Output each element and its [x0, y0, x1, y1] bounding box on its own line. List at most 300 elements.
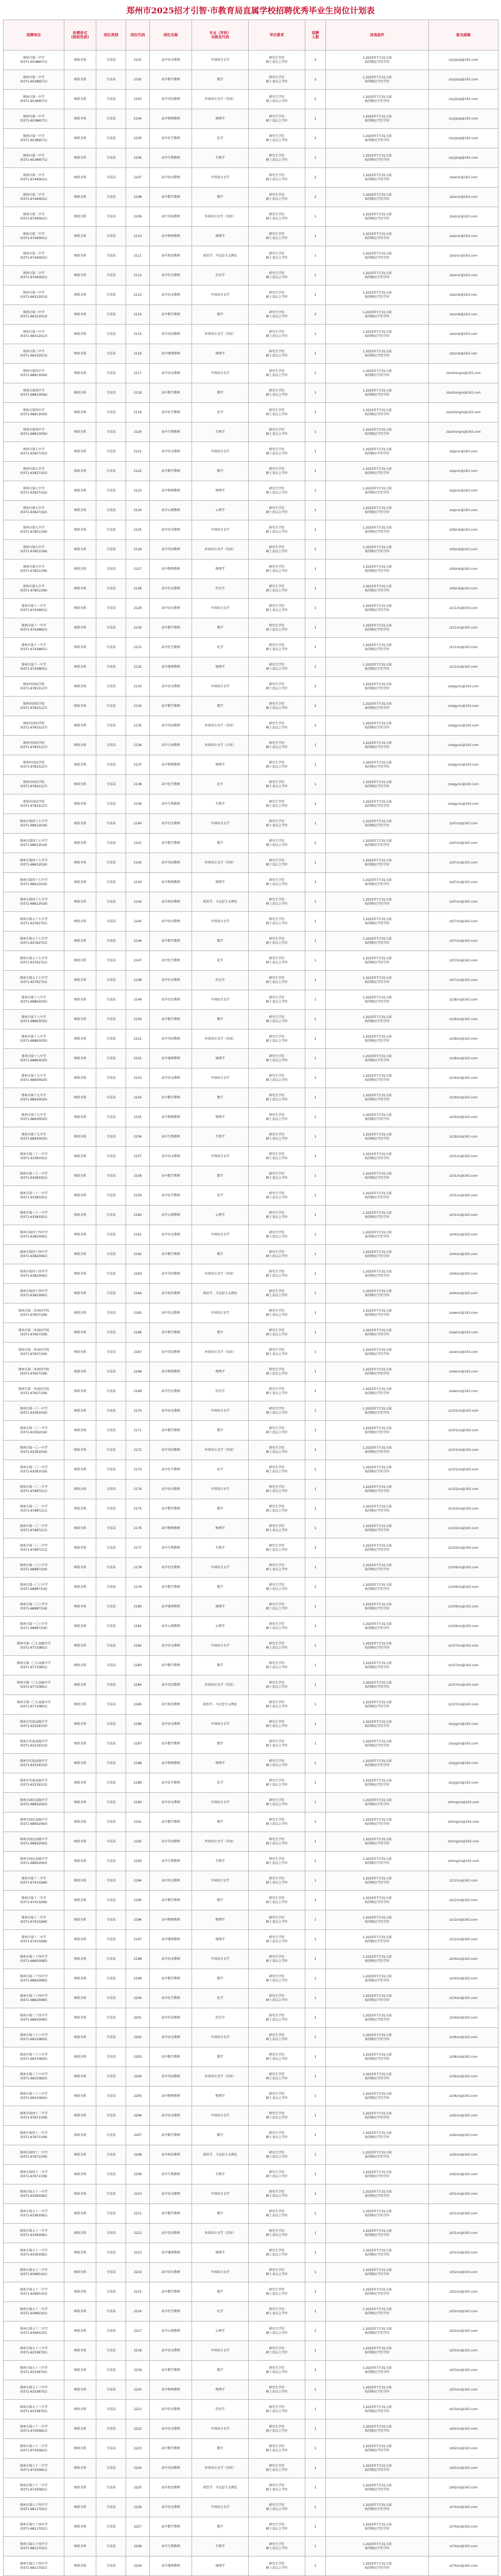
cell-email[interactable]: zzsizhongrs@163.com — [429, 383, 498, 403]
header-education: 学历要求 — [249, 20, 305, 50]
cell-email[interactable]: zz101zrs@163.com — [429, 1401, 498, 1421]
cell-education: 研究生学历 硕士及以上学位 — [249, 1303, 305, 1323]
table-row — [4, 2498, 498, 2517]
cell-email[interactable]: zzewrsc@163.com — [429, 1323, 498, 1343]
table-row — [4, 2478, 498, 2498]
cell-post-type: 专技岗 — [96, 305, 126, 325]
cell-post-type: 专技岗 — [96, 50, 126, 70]
cell-email[interactable]: zzwgyrsc@163.com — [429, 755, 498, 775]
cell-email[interactable]: zz19zrs@163.com — [429, 1108, 498, 1127]
cell-email[interactable]: zz42zrs@163.com — [429, 2126, 498, 2145]
cell-major: 物理学 — [192, 2380, 249, 2400]
cell-email[interactable]: zz62zrs@163.com — [429, 2478, 498, 2498]
cell-email[interactable]: zz18zrs@163.com — [429, 1010, 498, 1029]
cell-unit: 郑州市第四十七中学 (0371-68612016) — [4, 853, 64, 873]
cell-funding: 财政全供 — [64, 2087, 96, 2106]
cell-other-conditions: 1.2025年7月31日前 取得相应学历学位 — [326, 2537, 429, 2556]
cell-email[interactable]: zzwgyrsc@163.com — [429, 775, 498, 794]
cell-funding: 财政全供 — [64, 1029, 96, 1049]
cell-major: 外国语言文学（英语） — [192, 1264, 249, 1284]
cell-email[interactable]: zz107zrs@163.com — [429, 1636, 498, 1656]
cell-post-code: 2151 — [126, 1029, 150, 1049]
table-row — [4, 1206, 498, 1225]
cell-major: 数学 — [192, 2204, 249, 2224]
cell-email[interactable]: zz102zrs@163.com — [429, 1519, 498, 1538]
cell-major: 外国语言文学（英语） — [192, 853, 249, 873]
cell-email[interactable]: zz52zrs@163.com — [429, 2321, 498, 2341]
cell-email[interactable]: zz52zrs@163.com — [429, 2302, 498, 2321]
cell-email[interactable]: zzyzjszp@163.com — [429, 129, 498, 148]
cell-post-type: 专技岗 — [96, 501, 126, 520]
cell-funding: 财政全供 — [64, 442, 96, 462]
cell-headcount: 1 — [305, 2321, 326, 2341]
table-row — [4, 1166, 498, 1186]
cell-unit: 郑州市第一中学 (0371-65386571) — [4, 70, 64, 90]
cell-education: 研究生学历 硕士及以上学位 — [249, 971, 305, 990]
cell-headcount: 1 — [305, 501, 326, 520]
cell-email[interactable]: zz36zrs@163.com — [429, 2087, 498, 2106]
cell-email[interactable]: zz36zrs@163.com — [429, 2067, 498, 2087]
cell-headcount: 1 — [305, 794, 326, 814]
cell-other-conditions: 1.2025年7月31日前 取得相应学历学位 — [326, 657, 429, 677]
table-row — [4, 2459, 498, 2478]
cell-major: 历史学 — [192, 266, 249, 285]
cell-unit: 郑州市第四十二中学 (0371-67671109) — [4, 2165, 64, 2184]
cell-email[interactable]: zzsygzrs@163.com — [429, 1754, 498, 1773]
cell-post-code: 2197 — [126, 1930, 150, 1950]
cell-post-name: 高中语文教师 — [150, 1069, 192, 1088]
cell-other-conditions: 1.2025年7月31日前 取得相应学历学位 — [326, 2243, 429, 2263]
cell-email[interactable]: zzyzjszp@163.com — [429, 50, 498, 70]
cell-education: 研究生学历 硕士及以上学位 — [249, 1950, 305, 1969]
table-row — [4, 129, 498, 148]
cell-email[interactable]: zzsizhongrs@163.com — [429, 364, 498, 383]
cell-email[interactable]: zzqzrsc@163.com — [429, 501, 498, 520]
table-row — [4, 951, 498, 971]
cell-email[interactable]: zzsizhongrs@163.com — [429, 422, 498, 442]
cell-email[interactable]: zz101zrs@163.com — [429, 1421, 498, 1440]
cell-email[interactable]: zz19zrs@163.com — [429, 1069, 498, 1088]
cell-email[interactable]: zz19zrs@163.com — [429, 1127, 498, 1147]
table-row — [4, 2282, 498, 2302]
cell-email[interactable]: zz9zrsk@163.com — [429, 560, 498, 579]
cell-funding: 财政全供 — [64, 1225, 96, 1245]
cell-email[interactable]: zz12zrs@163.com — [429, 1910, 498, 1930]
cell-post-code: 2204 — [126, 2067, 150, 2087]
cell-email[interactable]: zzsygzrs@163.com — [429, 1715, 498, 1734]
cell-email[interactable]: zz52zrs@163.com — [429, 2282, 498, 2302]
cell-email[interactable]: zzhmgzrs@163.com — [429, 1793, 498, 1812]
cell-education: 研究生学历 硕士及以上学位 — [249, 2008, 305, 2028]
cell-major: 心理学 — [192, 1617, 249, 1636]
cell-email[interactable]: zz74zrs@163.com — [429, 2498, 498, 2517]
cell-post-name: 高中英语教师 — [150, 1343, 192, 1362]
cell-email[interactable]: zz47zrs@163.com — [429, 834, 498, 853]
cell-education: 研究生学历 硕士及以上学位 — [249, 794, 305, 814]
cell-email[interactable]: zz34zrs@163.com — [429, 1969, 498, 1989]
cell-post-type: 专技岗 — [96, 775, 126, 794]
cell-email[interactable]: zz102zrs@163.com — [429, 1538, 498, 1558]
table-row — [4, 1049, 498, 1069]
cell-other-conditions: 1.2025年7月31日前 取得相应学历学位 — [326, 1460, 429, 1480]
cell-post-code: 2145 — [126, 912, 150, 931]
cell-email[interactable]: zzezrsc@163.com — [429, 188, 498, 207]
cell-other-conditions: 1.2025年7月31日前 取得相应学历学位 — [326, 1440, 429, 1460]
cell-major: 中国语言文学 — [192, 1793, 249, 1812]
cell-email[interactable]: zzwgyrsc@163.com — [429, 716, 498, 736]
cell-email[interactable]: zz31zrs@163.com — [429, 1147, 498, 1166]
cell-email[interactable]: zz11zrs@163.com — [429, 638, 498, 657]
cell-email[interactable]: zz101zrs@163.com — [429, 1460, 498, 1480]
cell-email[interactable]: zz57zrs@163.com — [429, 912, 498, 931]
cell-email[interactable]: zzezrsc@163.com — [429, 246, 498, 266]
cell-email[interactable]: zz47zrs@163.com — [429, 892, 498, 912]
cell-post-name: 高中语文教师 — [150, 2184, 192, 2204]
cell-headcount: 1 — [305, 1264, 326, 1284]
cell-email[interactable]: zz18zrs@163.com — [429, 1029, 498, 1049]
cell-funding: 财政全供 — [64, 2321, 96, 2341]
cell-email[interactable]: zzwgyrsc@163.com — [429, 677, 498, 697]
table-row — [4, 560, 498, 579]
cell-major: 中国语言文学 — [192, 1069, 249, 1088]
cell-email[interactable]: zzezrsc@163.com — [429, 168, 498, 188]
table-row — [4, 1969, 498, 1989]
cell-other-conditions: 1.2025年7月31日前 取得相应学历学位 — [326, 2087, 429, 2106]
cell-post-code: 2140 — [126, 814, 150, 834]
table-row — [4, 1675, 498, 1695]
cell-education: 研究生学历 硕士及以上学位 — [249, 1832, 305, 1852]
cell-education: 研究生学历 硕士及以上学位 — [249, 325, 305, 344]
cell-major: 中国语言文学 — [192, 990, 249, 1010]
cell-education: 研究生学历 硕士及以上学位 — [249, 2302, 305, 2321]
cell-email[interactable]: zzewrsc@163.com — [429, 1303, 498, 1323]
cell-email[interactable]: zz42zrs@163.com — [429, 2145, 498, 2165]
cell-email[interactable]: zz18zrs@163.com — [429, 990, 498, 1010]
cell-email[interactable]: zzszrsk@163.com — [429, 305, 498, 325]
cell-education: 研究生学历 硕士及以上学位 — [249, 1127, 305, 1147]
cell-email[interactable]: zz9zrsk@163.com — [429, 540, 498, 560]
cell-post-name: 高中数学教师 — [150, 1734, 192, 1754]
cell-email[interactable]: zzwgyrsc@163.com — [429, 736, 498, 755]
cell-email[interactable]: zz57zrs@163.com — [429, 931, 498, 951]
cell-funding: 财政全供 — [64, 1440, 96, 1460]
cell-email[interactable]: zzwgyrsc@163.com — [429, 794, 498, 814]
cell-post-type: 专技岗 — [96, 1206, 126, 1225]
cell-unit: 郑州市第三十一中学 (0371-63383351) — [4, 1147, 64, 1166]
cell-post-name: 高中物理教师 — [150, 109, 192, 129]
cell-post-code: 2190 — [126, 1793, 150, 1812]
cell-headcount: 1 — [305, 1049, 326, 1069]
cell-post-name: 高中物理教师 — [150, 2380, 192, 2400]
cell-email[interactable]: zz34zrs@163.com — [429, 1950, 498, 1969]
cell-email[interactable]: zz34zrs@163.com — [429, 1989, 498, 2008]
cell-headcount: 1 — [305, 1343, 326, 1362]
cell-email[interactable]: zzyzjszp@163.com — [429, 70, 498, 90]
cell-post-code: 2202 — [126, 2028, 150, 2047]
cell-post-type: 专技岗 — [96, 1538, 126, 1558]
cell-email[interactable]: zzezrsc@163.com — [429, 207, 498, 227]
cell-education: 研究生学历 硕士及以上学位 — [249, 2478, 305, 2498]
cell-email[interactable]: zz101zrs@163.com — [429, 1440, 498, 1460]
cell-headcount: 1 — [305, 2184, 326, 2204]
cell-unit: 郑州市第十二中学 (0371-67413266) — [4, 1930, 64, 1950]
cell-email[interactable]: zz31zrs@163.com — [429, 1166, 498, 1186]
cell-major: 生物学 — [192, 148, 249, 168]
cell-email[interactable]: zz18zrs@163.com — [429, 1049, 498, 1069]
cell-unit: 郑州市第一〇二中学 (0371-67987211) — [4, 1480, 64, 1499]
cell-email[interactable]: zz44zrs@163.com — [429, 1284, 498, 1303]
cell-email[interactable]: zz31zrs@163.com — [429, 1206, 498, 1225]
cell-other-conditions: 1.2025年7月31日前 取得相应学历学位 — [326, 1891, 429, 1910]
cell-email[interactable]: zzezrsc@163.com — [429, 227, 498, 246]
cell-unit: 郑州市实验高级中学 (0371-63319153) — [4, 1734, 64, 1754]
cell-education: 研究生学历 硕士及以上学位 — [249, 1812, 305, 1832]
cell-email[interactable]: zzyzjszp@163.com — [429, 90, 498, 109]
cell-email[interactable]: zz57zrs@163.com — [429, 971, 498, 990]
cell-email[interactable]: zz57zrs@163.com — [429, 951, 498, 971]
cell-other-conditions: 1.2025年7月31日前 取得相应学历学位 — [326, 1695, 429, 1715]
cell-education: 研究生学历 硕士及以上学位 — [249, 266, 305, 285]
cell-unit: 郑州市第四十七中学 (0371-68612016) — [4, 892, 64, 912]
cell-email[interactable]: zzyzjszp@163.com — [429, 148, 498, 168]
cell-headcount: 1 — [305, 1382, 326, 1401]
cell-email[interactable]: zzsizhongrs@163.com — [429, 403, 498, 422]
cell-email[interactable]: zz36zrs@163.com — [429, 2028, 498, 2047]
cell-other-conditions: 1.2025年7月31日前 取得相应学历学位 — [326, 1558, 429, 1578]
cell-email[interactable]: zz47zrs@163.com — [429, 873, 498, 892]
cell-funding: 财政全供 — [64, 50, 96, 70]
cell-email[interactable]: zz74zrs@163.com — [429, 2556, 498, 2576]
cell-headcount: 1 — [305, 1245, 326, 1264]
cell-email[interactable]: zz11zrs@163.com — [429, 657, 498, 677]
cell-email[interactable]: zzezrsc@163.com — [429, 266, 498, 285]
cell-email[interactable]: zz74zrs@163.com — [429, 2517, 498, 2537]
cell-headcount: 1 — [305, 1950, 326, 1969]
cell-other-conditions: 1.2025年7月31日前 取得相应学历学位 — [326, 227, 429, 246]
cell-unit: 郑州市回民高级中学 (0371-68952093) — [4, 1793, 64, 1812]
cell-funding: 财政全供 — [64, 403, 96, 422]
cell-email[interactable]: zz102zrs@163.com — [429, 1499, 498, 1519]
cell-email[interactable]: zz11zrs@163.com — [429, 618, 498, 638]
cell-post-name: 高中数学教师 — [150, 1656, 192, 1675]
cell-email[interactable]: zzszrsk@163.com — [429, 344, 498, 364]
cell-email[interactable]: zzqzrsc@163.com — [429, 481, 498, 501]
cell-unit: 郑州市第一〇二中学 (0371-67987211) — [4, 1499, 64, 1519]
cell-funding: 财政全供 — [64, 853, 96, 873]
cell-post-name: 高中数学教师 — [150, 2282, 192, 2302]
cell-email[interactable]: zzwgyrsc@163.com — [429, 697, 498, 716]
cell-unit: 郑州市第一〇一中学 (0371-63361016) — [4, 1421, 64, 1440]
cell-funding: 财政全供 — [64, 1656, 96, 1675]
cell-email[interactable]: zz12zrs@163.com — [429, 1891, 498, 1910]
cell-major: 数学 — [192, 1166, 249, 1186]
cell-post-code: 2146 — [126, 931, 150, 951]
cell-email[interactable]: zz44zrs@163.com — [429, 1225, 498, 1245]
table-row — [4, 266, 498, 285]
cell-funding: 财政全供 — [64, 2204, 96, 2224]
cell-major: 物理学 — [192, 227, 249, 246]
cell-other-conditions: 1.2025年7月31日前 取得相应学历学位 — [326, 2145, 429, 2165]
cell-email[interactable]: zz51zrs@163.com — [429, 2224, 498, 2243]
cell-email[interactable]: zz107zrs@163.com — [429, 1695, 498, 1715]
cell-email[interactable]: zz44zrs@163.com — [429, 1264, 498, 1284]
cell-email[interactable]: zz12zrs@163.com — [429, 1871, 498, 1891]
cell-email[interactable]: zzewrsc@163.com — [429, 1382, 498, 1401]
cell-email[interactable]: zz19zrs@163.com — [429, 1088, 498, 1108]
cell-headcount: 1 — [305, 1519, 326, 1538]
cell-email[interactable]: zz53zrs@163.com — [429, 2341, 498, 2361]
cell-headcount: 1 — [305, 1166, 326, 1186]
cell-education: 研究生学历 硕士及以上学位 — [249, 1754, 305, 1773]
cell-email[interactable]: zzewrsc@163.com — [429, 1343, 498, 1362]
cell-other-conditions: 1.2025年7月31日前 取得相应学历学位 — [326, 1323, 429, 1343]
cell-unit: 郑州市第一〇二中学 (0371-67987211) — [4, 1538, 64, 1558]
table-row — [4, 2047, 498, 2067]
cell-email[interactable]: zz62zrs@163.com — [429, 2419, 498, 2439]
cell-post-type: 专技岗 — [96, 697, 126, 716]
cell-funding: 财政全供 — [64, 1558, 96, 1578]
cell-headcount: 1 — [305, 2204, 326, 2224]
cell-funding: 财政全供 — [64, 1930, 96, 1950]
cell-email[interactable]: zzewrsc@163.com — [429, 1362, 498, 1382]
cell-major: 中国语言文学 — [192, 2419, 249, 2439]
cell-email[interactable]: zz106zrs@163.com — [429, 1578, 498, 1597]
cell-email[interactable]: zz9zrsk@163.com — [429, 579, 498, 599]
cell-post-type: 专技岗 — [96, 1225, 126, 1245]
cell-funding: 财政全供 — [64, 657, 96, 677]
table-row — [4, 403, 498, 422]
cell-unit: 郑州市第七十四中学 (0371-68117021) — [4, 2498, 64, 2517]
cell-other-conditions: 1.2025年7月31日前 取得相应学历学位 — [326, 1245, 429, 1264]
cell-other-conditions: 1.2025年7月31日前 取得相应学历学位 — [326, 2321, 429, 2341]
cell-other-conditions: 1.2025年7月31日前 取得相应学历学位 — [326, 305, 429, 325]
cell-post-name: 高中地理教师 — [150, 344, 192, 364]
cell-unit: 郑州市第十九中学 (0371-68930025) — [4, 1069, 64, 1088]
cell-education: 研究生学历 硕士及以上学位 — [249, 1225, 305, 1245]
cell-email[interactable]: zzszrsk@163.com — [429, 325, 498, 344]
cell-education: 研究生学历 硕士及以上学位 — [249, 2047, 305, 2067]
cell-post-type: 专技岗 — [96, 1812, 126, 1832]
cell-email[interactable]: zz62zrs@163.com — [429, 2459, 498, 2478]
cell-email[interactable]: zz36zrs@163.com — [429, 2047, 498, 2067]
cell-email[interactable]: zz53zrs@163.com — [429, 2400, 498, 2419]
table-row — [4, 1029, 498, 1049]
cell-headcount: 1 — [305, 1812, 326, 1832]
cell-email[interactable]: zz42zrs@163.com — [429, 2106, 498, 2126]
cell-email[interactable]: zz107zrs@163.com — [429, 1656, 498, 1675]
cell-headcount: 1 — [305, 2439, 326, 2459]
cell-unit: 郑州市第十九中学 (0371-68930025) — [4, 1108, 64, 1127]
cell-unit: 郑州市第十八中学 (0371-68863035) — [4, 990, 64, 1010]
cell-email[interactable]: zz31zrs@163.com — [429, 1186, 498, 1206]
cell-post-type: 专技岗 — [96, 344, 126, 364]
cell-funding: 财政全供 — [64, 1969, 96, 1989]
cell-post-type: 专技岗 — [96, 2028, 126, 2047]
cell-email[interactable]: zzqzrsc@163.com — [429, 462, 498, 481]
cell-major: 中国语言文学 — [192, 1225, 249, 1245]
cell-other-conditions: 1.2025年7月31日前 取得相应学历学位 — [326, 2556, 429, 2576]
cell-email[interactable]: zzsygzrs@163.com — [429, 1773, 498, 1793]
cell-post-type: 专技岗 — [96, 2008, 126, 2028]
cell-unit: 郑州市第二中学 (0371-67440021) — [4, 246, 64, 266]
cell-email[interactable]: zz106zrs@163.com — [429, 1597, 498, 1617]
cell-post-code: 2200 — [126, 1989, 150, 2008]
cell-funding: 财政全供 — [64, 716, 96, 736]
cell-major: 中国语言文学 — [192, 1401, 249, 1421]
cell-email[interactable]: zzhmgzrs@163.com — [429, 1812, 498, 1832]
cell-email[interactable]: zzhmgzrs@163.com — [429, 1852, 498, 1871]
cell-email[interactable]: zz62zrs@163.com — [429, 2439, 498, 2459]
cell-email[interactable]: zz34zrs@163.com — [429, 2008, 498, 2028]
cell-post-code: 2226 — [126, 2498, 150, 2517]
cell-email[interactable]: zz102zrs@163.com — [429, 1480, 498, 1499]
cell-email[interactable]: zz53zrs@163.com — [429, 2380, 498, 2400]
cell-email[interactable]: zz52zrs@163.com — [429, 2263, 498, 2282]
cell-email[interactable]: zz11zrs@163.com — [429, 599, 498, 618]
cell-email[interactable]: zzszrsk@163.com — [429, 285, 498, 305]
cell-email[interactable]: zz51zrs@163.com — [429, 2204, 498, 2224]
cell-headcount: 1 — [305, 1029, 326, 1049]
cell-post-code: 2219 — [126, 2361, 150, 2380]
cell-major: 中国语言文学 — [192, 1715, 249, 1734]
table-row — [4, 873, 498, 892]
cell-email[interactable]: zz74zrs@163.com — [429, 2537, 498, 2556]
cell-email[interactable]: zz9zrsk@163.com — [429, 520, 498, 540]
cell-email[interactable]: zz53zrs@163.com — [429, 2361, 498, 2380]
cell-post-name: 高中语文教师 — [150, 520, 192, 540]
cell-post-type: 专技岗 — [96, 618, 126, 638]
cell-email[interactable]: zz47zrs@163.com — [429, 853, 498, 873]
cell-major: 心理学 — [192, 1206, 249, 1225]
cell-other-conditions: 1.2025年7月31日前 取得相应学历学位 — [326, 2165, 429, 2184]
cell-email[interactable]: zzqzrsc@163.com — [429, 442, 498, 462]
cell-email[interactable]: zz107zrs@163.com — [429, 1675, 498, 1695]
cell-education: 研究生学历 硕士及以上学位 — [249, 2184, 305, 2204]
cell-headcount: 1 — [305, 990, 326, 1010]
cell-email[interactable]: zz47zrs@163.com — [429, 814, 498, 834]
cell-post-code: 2189 — [126, 1773, 150, 1793]
cell-post-type: 专技岗 — [96, 325, 126, 344]
cell-email[interactable]: zz51zrs@163.com — [429, 2184, 498, 2204]
cell-post-code: 2188 — [126, 1754, 150, 1773]
cell-headcount: 1 — [305, 2145, 326, 2165]
cell-post-code: 2102 — [126, 70, 150, 90]
cell-email[interactable]: zz51zrs@163.com — [429, 2243, 498, 2263]
cell-email[interactable]: zz106zrs@163.com — [429, 1617, 498, 1636]
cell-post-name: 高中化学教师 — [150, 1186, 192, 1206]
cell-post-code: 2163 — [126, 1264, 150, 1284]
cell-email[interactable]: zzhmgzrs@163.com — [429, 1832, 498, 1852]
cell-email[interactable]: zzyzjszp@163.com — [429, 109, 498, 129]
cell-post-code: 2198 — [126, 1950, 150, 1969]
cell-email[interactable]: zz12zrs@163.com — [429, 1930, 498, 1950]
cell-unit: 郑州市第十一中学 (0371-67439651) — [4, 657, 64, 677]
table-row — [4, 1069, 498, 1088]
cell-major: 数学 — [192, 383, 249, 403]
cell-headcount: 1 — [305, 1891, 326, 1910]
cell-funding: 财政全供 — [64, 2145, 96, 2165]
cell-email[interactable]: zz42zrs@163.com — [429, 2165, 498, 2184]
cell-unit: 郑州市第四中学 (0371-68813056) — [4, 403, 64, 422]
cell-unit: 郑州市第十九中学 (0371-68930025) — [4, 1127, 64, 1147]
cell-email[interactable]: zz106zrs@163.com — [429, 1558, 498, 1578]
cell-headcount: 1 — [305, 1538, 326, 1558]
cell-email[interactable]: zz44zrs@163.com — [429, 1245, 498, 1264]
table-row — [4, 1832, 498, 1852]
cell-email[interactable]: zzsygzrs@163.com — [429, 1734, 498, 1754]
cell-post-type: 专技岗 — [96, 1695, 126, 1715]
table-row — [4, 1362, 498, 1382]
